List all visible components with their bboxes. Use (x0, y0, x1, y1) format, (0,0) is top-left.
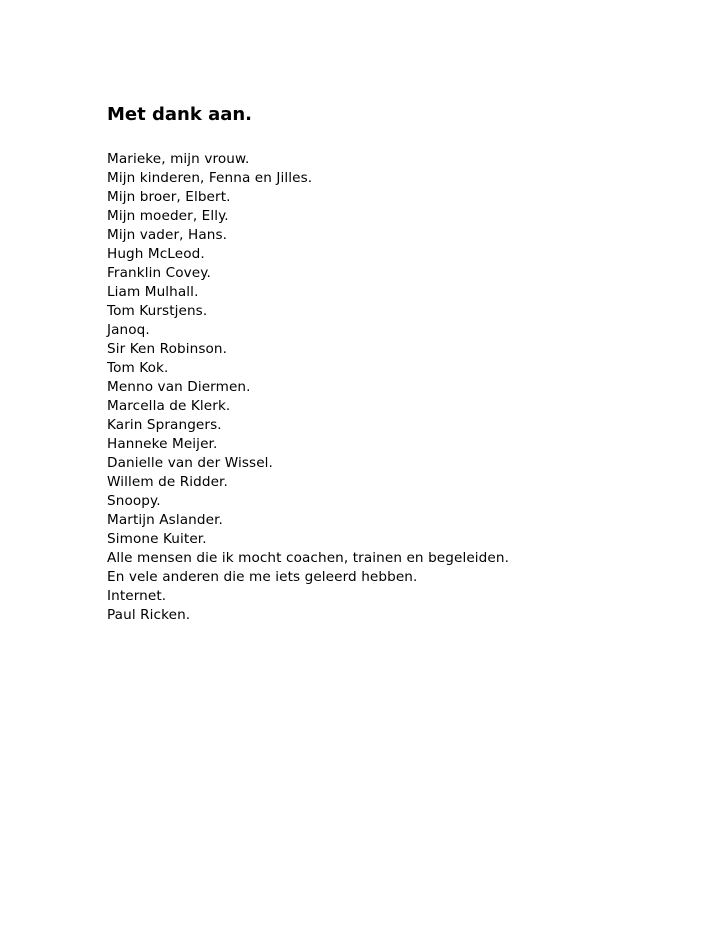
list-item: Marcella de Klerk. (107, 398, 231, 414)
list-item: Karin Sprangers. (107, 417, 222, 433)
list-item: Mijn vader, Hans. (107, 227, 228, 243)
list-item: Hanneke Meijer. (107, 436, 218, 452)
list-item: Franklin Covey. (107, 265, 211, 281)
list-item: Janoq. (107, 322, 150, 338)
list-item: Willem de Ridder. (107, 474, 228, 490)
list-item: Liam Mulhall. (107, 284, 199, 300)
list-item: Hugh McLeod. (107, 246, 205, 262)
list-item: Tom Kok. (107, 360, 169, 376)
document-page (107, 102, 707, 625)
list-item: Mijn moeder, Elly. (107, 208, 229, 224)
list-item: Marieke, mijn vrouw. (107, 151, 250, 167)
list-item: Snoopy. (107, 493, 161, 509)
list-item: Mijn kinderen, Fenna en Jilles. (107, 170, 313, 186)
list-item: Tom Kurstjens. (107, 303, 208, 319)
list-item: Internet. (107, 588, 167, 604)
list-item: Sir Ken Robinson. (107, 341, 228, 357)
list-item: Menno van Diermen. (107, 379, 251, 395)
list-item: Martijn Aslander. (107, 512, 223, 528)
list-item: Mijn broer, Elbert. (107, 189, 231, 205)
list-item: Paul Ricken. (107, 607, 191, 623)
list-item: Alle mensen die ik mocht coachen, trainen en begeleiden. (107, 550, 510, 566)
acknowledgements-list (107, 150, 707, 625)
page-title: Met dank aan. (107, 104, 253, 125)
list-item: Danielle van der Wissel. (107, 455, 273, 471)
list-item: En vele anderen die me iets geleerd hebben. (107, 569, 418, 585)
list-item: Simone Kuiter. (107, 531, 207, 547)
